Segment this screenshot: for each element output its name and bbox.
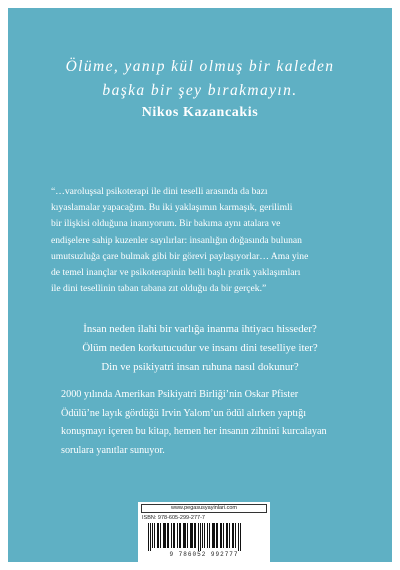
epigraph-line-1: Ölüme, yanıp kül olmuş bir kaleden — [65, 58, 335, 75]
epigraph-author: Nikos Kazancakis — [141, 105, 259, 120]
barcode-box — [138, 502, 270, 562]
epigraph-line-2: başka bir şey bırakmayın. — [102, 82, 298, 99]
question-2: Ölüm neden korkutucudur ve insanı dini teselliye iter? — [82, 342, 318, 354]
questions — [8, 320, 392, 377]
blurb-line: sorulara yanıtlar sunuyor. — [61, 444, 165, 456]
blurb-line: konuşmayı içeren bu kitap, hemen her insanın zihnini kurcalayan — [61, 426, 327, 437]
blurb-line: Ödülü’ne layık gördüğü Irvin Yalom’un ödül alırken yaptığı — [61, 407, 307, 419]
quote-line: de temel inançlar ve psikoterapinin belli başlı pratik yaklaşımları — [51, 267, 301, 279]
back-cover — [8, 8, 392, 562]
quote-line: “…varoluşsal psikoterapi ile dini teselli arasında da bazı — [51, 186, 268, 197]
isbn-label: ISBN: 978-605-299-277-7 — [142, 515, 205, 521]
quote-line: ile dini tesellinin taban tabana zıt olduğu da bir gerçek.” — [51, 283, 267, 295]
barcode-number: 9 786052 992777 — [169, 551, 239, 558]
question-3: Din ve psikiyatri insan ruhuna nasıl dokunur? — [101, 361, 299, 373]
blurb-paragraph — [61, 386, 381, 460]
blurb-line: 2000 yılında Amerikan Psikiyatri Birliği’nin Oskar Pfister — [61, 389, 299, 400]
quote-line: bir ilişkisi olduğuna inanıyorum. Bir bakıma aynı atalara ve — [51, 218, 281, 230]
quote-line: endişelere sahip kuzenler sayılırlar: insanlığın doğasında bulunan — [51, 234, 302, 246]
publisher-url: www.pegasusyayinlari.com — [141, 504, 267, 513]
quote-paragraph — [51, 184, 371, 297]
barcode-bars — [146, 523, 262, 551]
question-1: İnsan neden ilahi bir varlığa inanma ihtiyacı hisseder? — [83, 323, 317, 335]
quote-line: kıyaslamalar yapacağım. Bu iki yaklaşımın karmaşık, gerilimli — [51, 202, 293, 214]
epigraph — [8, 55, 392, 121]
quote-line: umutsuzluğa çare bulmak gibi bir görevi paylaşıyorlar… Ama yine — [51, 250, 309, 262]
